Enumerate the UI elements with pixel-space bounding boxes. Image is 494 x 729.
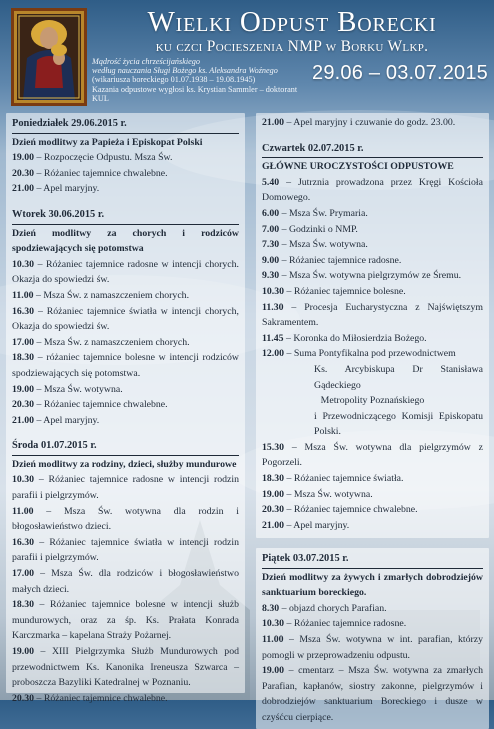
entry-time: 11.45: [262, 332, 284, 344]
schedule-entry: [12, 335, 239, 351]
day-subtitle: Dzień modlitwy za rodziny, dzieci, służby mundurowe: [12, 458, 237, 470]
schedule-entry: [262, 331, 483, 347]
event-dates: 29.06 – 03.07.2015: [312, 62, 488, 84]
entry-desc: – Różaniec tajemnice chwalebne.: [36, 167, 168, 179]
entry-time: 6.00: [262, 207, 280, 219]
schedule-entry: [262, 175, 483, 206]
entry-time: 10.30: [12, 258, 35, 270]
motto-line: według nauczania Sługi Bożego ks. Aleksandra Woźnego: [92, 66, 278, 76]
day-title-monday: Poniedziałek 29.06.2015 r.: [12, 116, 239, 134]
entry-time: 10.30: [12, 474, 35, 486]
entry-time: 17.00: [12, 336, 35, 348]
entry-time: 8.30: [262, 602, 280, 614]
entry-time: 21.00: [262, 117, 285, 128]
entry-time: 17.00: [12, 568, 35, 580]
entry-time: 20.30: [12, 167, 35, 179]
entry-time: 19.00: [262, 665, 285, 677]
schedule-entry: [12, 504, 239, 535]
schedule-entry: [262, 440, 483, 471]
entry-time: 11.00: [262, 633, 284, 645]
entry-time: 19.00: [12, 383, 35, 395]
motto-line: Mądrość życia chrześcijańskiego: [92, 57, 200, 66]
entry-desc: – Różaniec tajemnice chwalebne.: [286, 504, 418, 516]
entry-desc: – Procesja Eucharystyczna z Najświętszym Sakramentem.: [262, 301, 483, 329]
entry-time: 5.40: [262, 176, 280, 188]
day-title-friday: Piątek 03.07.2015 r.: [262, 551, 483, 569]
entry-desc: – Suma Pontyfikalna pod przewodnictwem: [286, 348, 456, 360]
entry-desc: – Msza Św. wotywna dla pielgrzymów z Pogorzeli.: [262, 441, 483, 469]
schedule-entry: [12, 597, 239, 644]
entry-time: 10.30: [262, 618, 285, 630]
schedule-entry: [262, 487, 483, 503]
suma-celebrant: Ks. Arcybiskupa Dr Stanisława Gądeckiego: [314, 363, 483, 391]
schedule-entry: [262, 222, 483, 238]
entry-time: 19.00: [262, 488, 285, 500]
entry-desc: – Msza Św. wotywna dla rodzin i błogosławieństwo dzieci.: [12, 505, 239, 533]
schedule-entry: [12, 166, 239, 182]
schedule-box-left: [6, 113, 245, 704]
schedule-entry: [12, 644, 239, 691]
header: [0, 0, 494, 108]
page-title: Wielki Odpust Borecki: [147, 6, 437, 38]
schedule-box-right: [256, 113, 489, 538]
page-subtitle: ku czci Pocieszenia NMP w Borku Wlkp.: [155, 38, 429, 55]
entry-desc: – Msza Św. wotywna pielgrzymów ze Śremu.: [281, 270, 462, 282]
entry-time: 18.30: [12, 352, 35, 364]
schedule-entry: [262, 518, 483, 534]
entry-desc: – Różaniec tajemnice radosne.: [281, 254, 402, 266]
schedule-entry: [12, 566, 239, 597]
entry-desc: – Msza Św. wotywna w int. parafian, którzy pomogli w przeprowadzeniu odpustu.: [262, 633, 484, 661]
entry-desc: – Apel maryjny.: [286, 519, 350, 531]
entry-time: 21.00: [12, 414, 35, 426]
entry-time: 11.00: [12, 505, 34, 517]
right-column: [256, 113, 489, 729]
entry-desc: – objazd chorych Parafian.: [281, 602, 387, 614]
schedule-entry: [12, 350, 239, 381]
entry-time: 7.30: [262, 239, 280, 251]
entry-time: 16.30: [12, 536, 35, 548]
day-title-thursday: Czwartek 02.07.2015 r.: [262, 141, 483, 159]
entry-desc: – Apel maryjny.: [36, 183, 100, 195]
entry-time: 10.30: [262, 285, 285, 297]
schedule-entry: [262, 346, 483, 362]
schedule-entry: [262, 206, 483, 222]
suma-celebrant-title: Metropolity Poznańskiego: [320, 395, 425, 407]
schedule-entry: [262, 253, 483, 269]
entry-desc: – cmentarz – Msza Św. wotywna za zmarłych Parafian, kapłanów, siostry zakonne, pielgrzymów i dobrodziejów sanktuarium Boreckiego i dusze w czyśćcu cierpiące.: [262, 665, 484, 723]
entry-time: 9.30: [262, 270, 280, 282]
schedule-entry: [262, 616, 483, 632]
entry-desc: – różaniec tajemnice bolesne w intencji rodziców spodziewających się potomstwa.: [12, 352, 239, 379]
entry-desc: – Msza Św. wotywna.: [286, 488, 373, 500]
entry-time: 7.00: [262, 223, 280, 235]
entry-time: 9.00: [262, 254, 280, 266]
entry-time: 21.00: [12, 183, 35, 195]
entry-desc: – Msza Św. wotywna.: [36, 383, 123, 395]
motto-line: (wikariusza boreckiego 01.07.1938 – 19.08.1945): [92, 75, 256, 85]
motto: [92, 57, 302, 103]
schedule-entry: [262, 300, 483, 331]
entry-desc: – Msza Św. z namaszczeniem chorych.: [36, 336, 190, 348]
entry-desc: – Różaniec tajemnice światła w intencji chorych, Okazja do spowiedzi św.: [12, 305, 239, 333]
entry-desc: – Koronka do Miłosierdzia Bożego.: [285, 332, 427, 344]
left-column: [6, 113, 245, 704]
schedule-entry: [12, 382, 239, 398]
day-subtitle: Dzień modlitwy za Papieża i Episkopat Polski: [12, 136, 203, 148]
schedule-entry: [262, 268, 483, 284]
schedule-entry: [262, 284, 483, 300]
entry-desc: – Msza Św. Prymaria.: [281, 207, 368, 219]
schedule-entry: [262, 663, 483, 725]
schedule-entry: [12, 691, 239, 707]
entry-desc: – Msza Św. dla rodziców i błogosławieństwo małych dzieci.: [12, 568, 239, 595]
schedule-entry: [262, 502, 483, 518]
entry-desc: – Rozpoczęcie Odpustu. Msza Św.: [36, 152, 173, 164]
entry-desc: – Różaniec tajemnice światła w intencji rodzin parafii i pielgrzymów.: [12, 536, 239, 564]
schedule-box-friday: [256, 548, 489, 729]
entry-desc: – Msza Św. wotywna.: [281, 239, 368, 251]
entry-time: 11.30: [262, 301, 284, 313]
entry-time: 20.30: [12, 399, 35, 411]
schedule-entry: [262, 115, 483, 131]
entry-desc: – Apel maryjny i czuwanie do godz. 23.00.: [286, 117, 456, 128]
entry-time: 16.30: [12, 305, 35, 317]
schedule-entry: [262, 632, 483, 663]
entry-desc: – XIII Pielgrzymka Służb Mundurowych pod przewodnictwem Ks. Kanonika Ireneusza Szwarca – proboszcza Bazyliki Katedralnej w Poznaniu.: [12, 646, 239, 689]
entry-time: 19.00: [12, 152, 35, 164]
entry-desc: – Jutrznia prowadzona przez Kręgi Kościoła Domowego.: [262, 176, 483, 204]
entry-time: 18.30: [12, 599, 35, 611]
schedule-entry: [12, 257, 239, 288]
entry-desc: – Różaniec tajemnice światła.: [286, 473, 404, 485]
suma-celebrant-role: i Przewodniczącego Komisji Episkopatu Polski.: [314, 410, 483, 438]
entry-time: 21.00: [262, 519, 285, 531]
day-title-tuesday: Wtorek 30.06.2015 r.: [12, 207, 239, 225]
schedule-entry: [262, 237, 483, 253]
schedule-entry: [12, 150, 239, 166]
day-subtitle: Dzień modlitwy za chorych i rodziców spodziewających się potomstwa: [12, 227, 239, 255]
schedule-entry: [262, 601, 483, 617]
schedule-entry: [12, 413, 239, 429]
entry-time: 20.30: [262, 504, 285, 516]
entry-desc: – Różaniec tajemnice bolesne w intencji służb mundurowych, oraz za śp. Ks. Prałata Konrada Karczmarka – kapelana Straży Pożarnej.: [12, 599, 239, 642]
entry-time: 11.00: [12, 289, 34, 301]
entry-time: 20.30: [12, 692, 35, 704]
day-title-wednesday: Środa 01.07.2015 r.: [12, 438, 239, 456]
schedule-entry: [12, 288, 239, 304]
entry-time: 19.00: [12, 646, 35, 657]
entry-time: 12.00: [262, 348, 285, 360]
schedule-entry: [12, 397, 239, 413]
entry-desc: – Godzinki o NMP.: [281, 223, 358, 235]
entry-desc: – Różaniec tajemnice chwalebne.: [36, 692, 168, 704]
entry-desc: – Różaniec tajemnice bolesne.: [286, 285, 406, 297]
entry-time: 18.30: [262, 473, 285, 485]
schedule-entry: [12, 472, 239, 503]
schedule-entry: [12, 535, 239, 566]
entry-desc: – Różaniec tajemnice radosne w intencji chorych. Okazja do spowiedzi św.: [12, 258, 239, 286]
schedule-entry: [262, 471, 483, 487]
entry-desc: – Msza Św. z namaszczeniem chorych.: [35, 289, 190, 301]
entry-desc: – Różaniec tajemnice radosne w intencji rodzin parafii i pielgrzymów.: [12, 474, 239, 502]
entry-time: 15.30: [262, 441, 285, 453]
schedule-entry: [12, 304, 239, 335]
entry-desc: – Różaniec tajemnice chwalebne.: [36, 399, 168, 411]
day-subtitle: Dzień modlitwy za żywych i zmarłych dobrodziejów sanktuarium boreckiego.: [262, 571, 483, 599]
motto-line: Kazania odpustowe wygłosi ks. Krystian Sammler – doktorant KUL: [92, 84, 298, 103]
schedule-entry: [12, 181, 239, 197]
madonna-icon: [11, 8, 87, 106]
entry-desc: – Różaniec tajemnice radosne.: [286, 618, 407, 630]
day-subtitle: GŁÓWNE UROCZYSTOŚCI ODPUSTOWE: [262, 161, 454, 173]
entry-desc: – Apel maryjny.: [36, 414, 100, 426]
